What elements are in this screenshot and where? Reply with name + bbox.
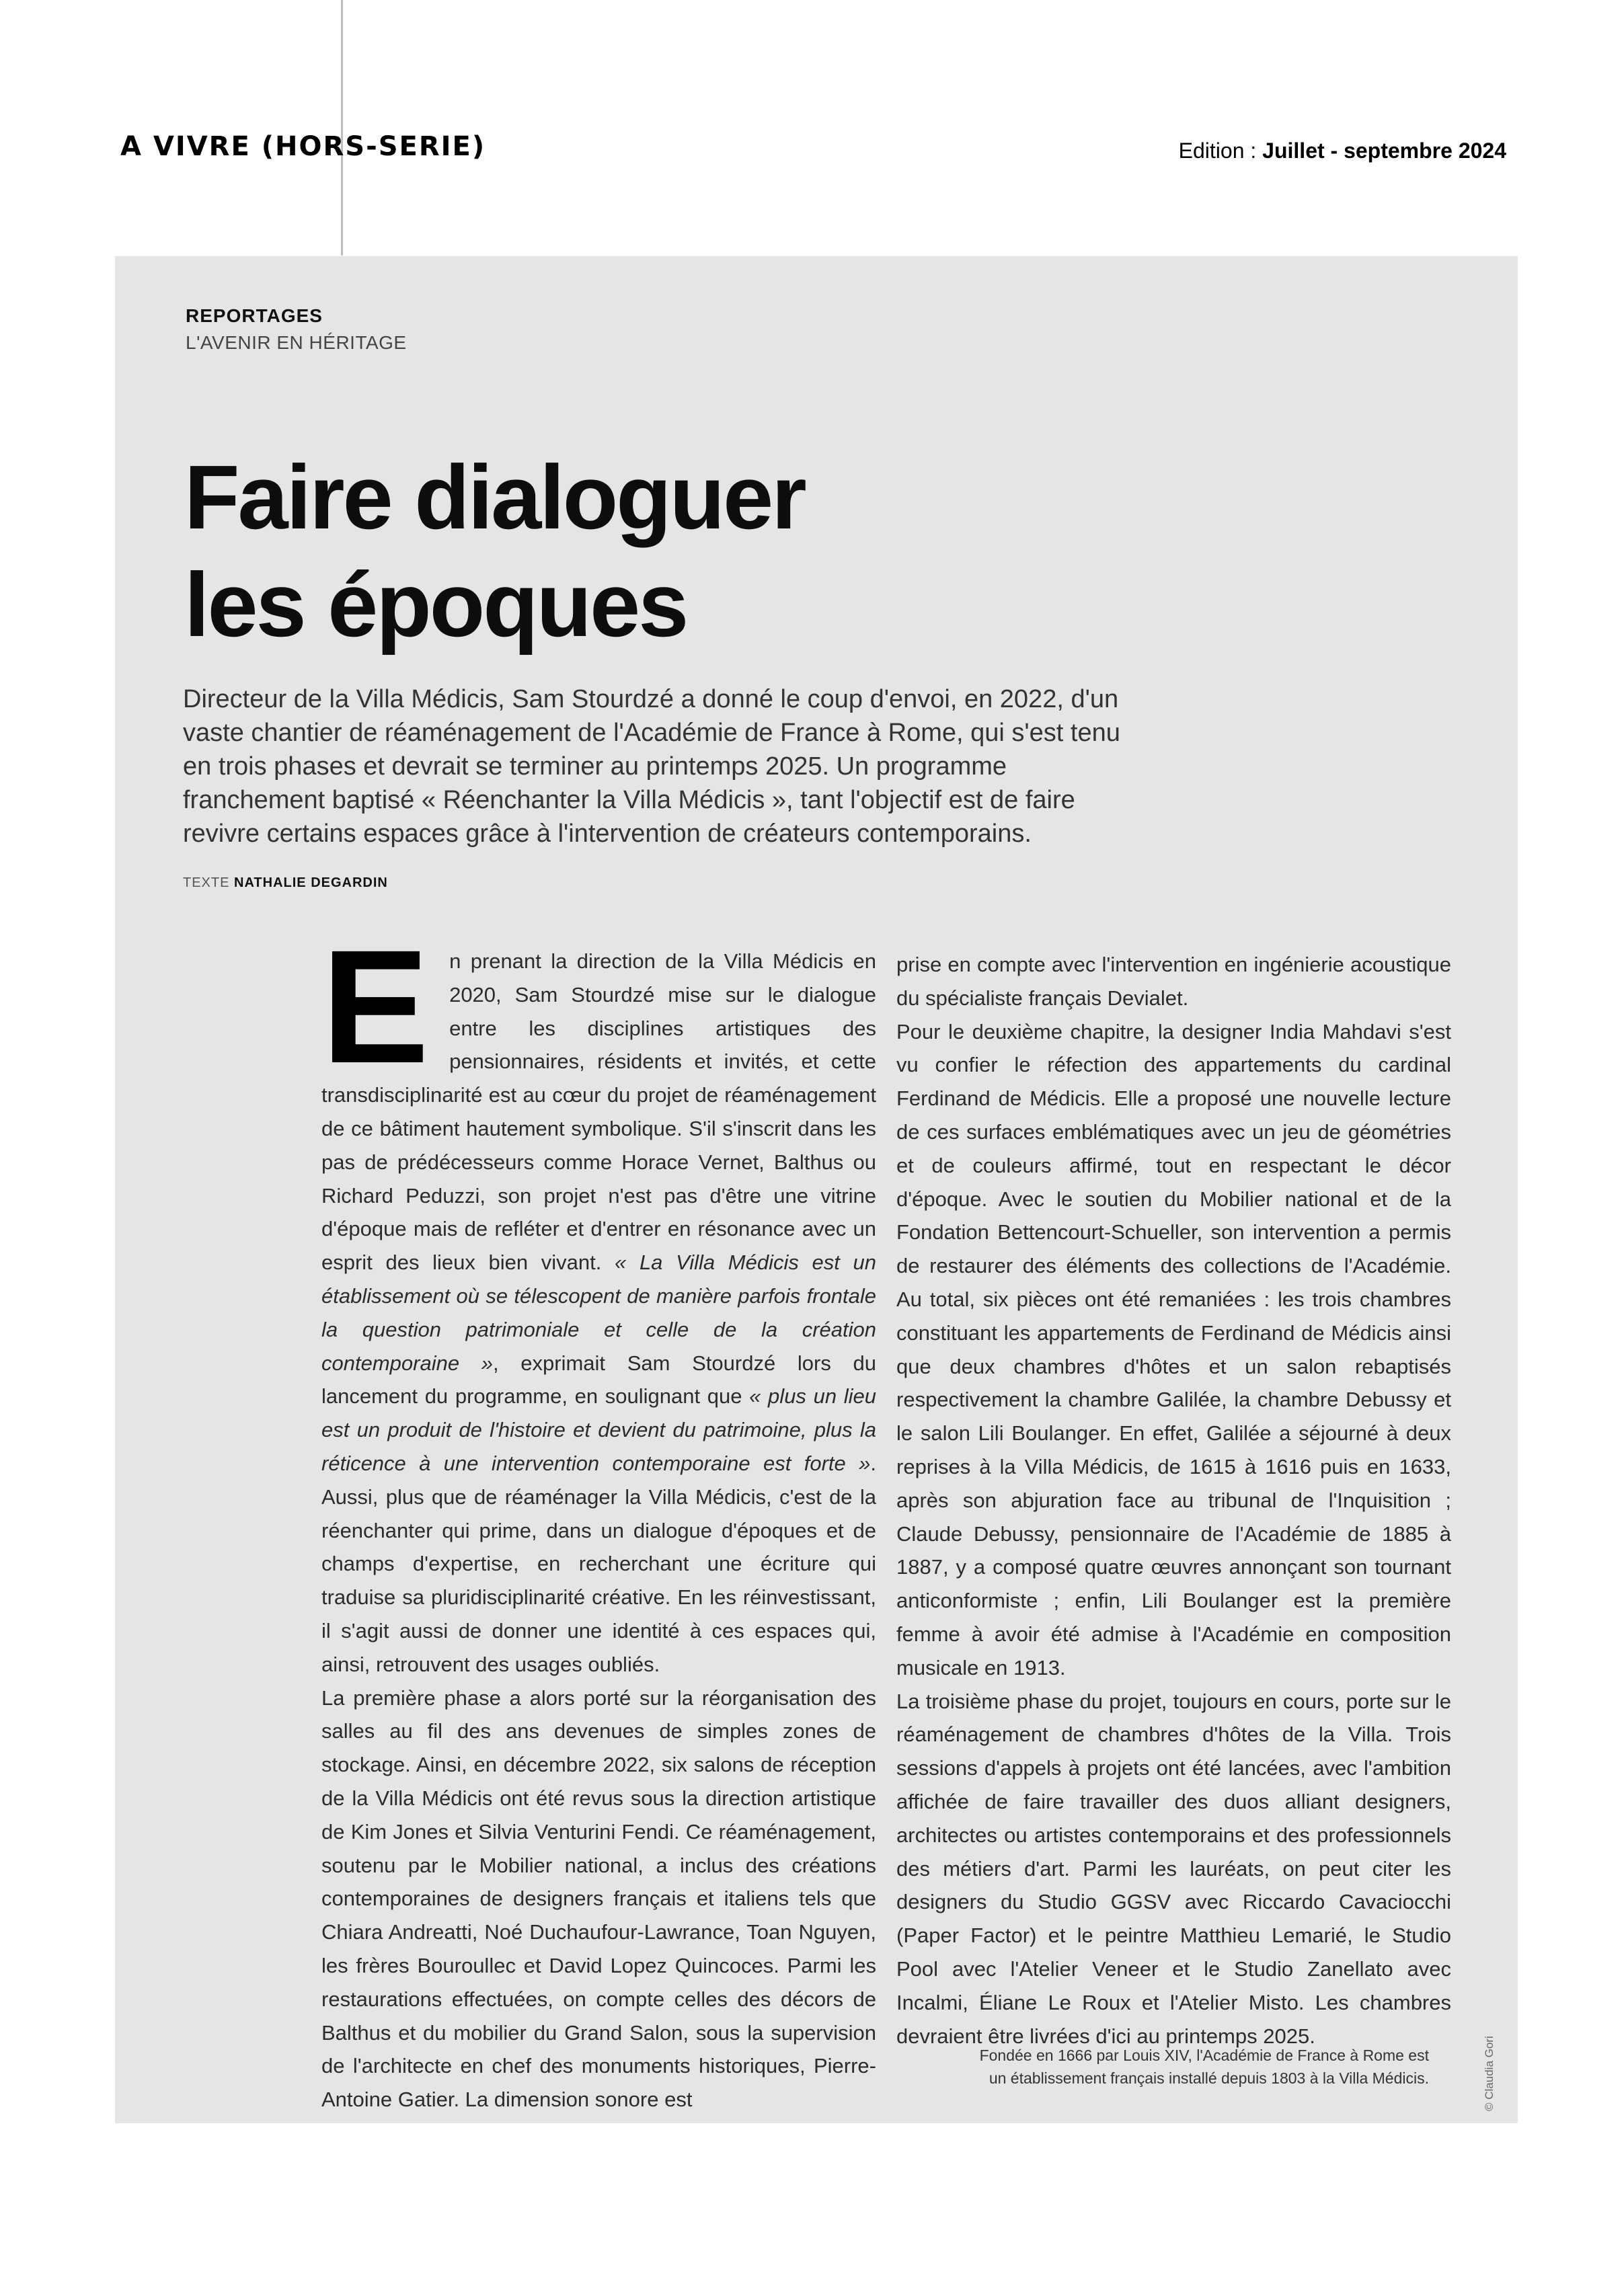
publication-name: A VIVRE (HORS-SERIE) (120, 131, 486, 162)
edition-value: Juillet - septembre 2024 (1262, 138, 1506, 163)
article-lede: Directeur de la Villa Médicis, Sam Stourdzé a donné le coup d'envoi, en 2022, d'un vaste chantier de réaménagement de l'Académie de France à Rome, qui s'est tenu en trois phases et devrait se terminer au printemps 2025. Un programme franchement baptisé « Réenchanter la Villa Médicis », tant l'objectif est de faire revivre certains espaces grâce à l'intervention de créateurs contemporains. (183, 685, 1120, 848)
credit-author: NATHALIE DEGARDIN (234, 875, 388, 890)
edition-info (1179, 138, 1506, 163)
quote: « plus un lieu est un produit de l'histoire et devient du patrimoine, plus la réticence à une intervention contemporaine est forte » (321, 1384, 876, 1475)
credit-label: TEXTE (183, 875, 235, 890)
photo-credit: © Claudia Gori (1483, 2036, 1496, 2111)
text-run: . Aussi, plus que de réaménager la Villa Médicis, c'est de la réenchanter qui prime, dans un dialogue d'époques et de champs d'expertise, en recherchant une écriture qui traduise sa pluridisciplinarité créative. En les réinvestissant, il s'agit aussi de donner une identité à ces espaces qui, ainsi, retrouvent des usages oubliés. (321, 1451, 876, 1676)
body-column-2 (896, 948, 1451, 2053)
paragraph: prise en compte avec l'intervention en ingénierie acoustique du spécialiste français Devialet. (896, 953, 1451, 1010)
section-kicker: REPORTAGES (186, 305, 323, 326)
caption-line: Fondée en 1666 par Louis XIV, l'Académie de France à Rome est (979, 2047, 1429, 2064)
title-line-2: les époques (184, 554, 687, 656)
image-caption (958, 2044, 1429, 2090)
article-title (184, 444, 805, 659)
body-column-1 (321, 916, 876, 2116)
title-line-1: Faire dialoguer (184, 446, 805, 548)
author-credit (183, 875, 388, 891)
subsection-kicker: L'AVENIR EN HÉRITAGE (186, 332, 407, 353)
text-run: n prenant la direction de la Villa Médicis en 2020, Sam Stourdzé mise sur le dialogue entre les disciplines artistiques des pensionnaires, résidents et invités, et cette transdisciplinarité est au cœur du projet de réaménagement de ce bâtiment hautement symbolique. S'il s'inscrit dans les pas de prédécesseurs comme Horace Vernet, Balthus ou Richard Peduzzi, son projet n'est pas d'être une vitrine d'époque mais de refléter et d'entrer en résonance avec un esprit des lieux bien vivant. (321, 949, 876, 1275)
paragraph: Pour le deuxième chapitre, la designer India Mahdavi s'est vu confier le réfection des appartements du cardinal Ferdinand de Médicis. Elle a proposé une nouvelle lecture de ces surfaces emblématiques avec un jeu de géométries et de couleurs affirmé, tout en respectant le décor d'époque. Avec le soutien du Mobilier national et de la Fondation Bettencourt-Schueller, son intervention a permis de restaurer des éléments des collections de l'Académie. Au total, six pièces ont été remaniées : les trois chambres constituant les appartements de Ferdinand de Médicis ainsi que deux chambres d'hôtes et un salon rebaptisés respectivement la chambre Galilée, la chambre Debussy et le salon Lili Boulanger. En effet, Galilée a séjourné à deux reprises à la Villa Médicis, de 1615 à 1616 puis en 1633, après son abjuration face au tribunal de l'Inquisition ; Claude Debussy, pensionnaire de l'Académie de 1885 à 1887, y a composé quatre œuvres annonçant son tournant anticonformiste ; enfin, Lili Boulanger est la première femme à avoir été admise à l'Académie en composition musicale en 1913. (896, 1019, 1451, 1679)
paragraph: La première phase a alors porté sur la réorganisation des salles au fil des ans devenues de simples zones de stockage. Ainsi, en décembre 2022, six salons de réception de la Villa Médicis ont été revus sous la direction artistique de Kim Jones et Silvia Venturini Fendi. Ce réaménagement, soutenu par le Mobilier national, a inclus des créations contemporaines de designers français et italiens tels que Chiara Andreatti, Noé Duchaufour-Lawrance, Toan Nguyen, les frères Bouroullec et David Lopez Quincoces. Parmi les restaurations effectuées, on compte celles des décors de Balthus et du mobilier du Grand Salon, sous la supervision de l'architecte en chef des monuments historiques, Pierre-Antoine Gatier. La dimension sonore est (321, 1686, 876, 2112)
quote: « La Villa Médicis est un établissement où se télescopent de manière parfois frontale la question patrimoniale et celle de la création contemporaine » (321, 1251, 876, 1375)
paragraph: La troisième phase du projet, toujours en cours, porte sur le réaménagement de chambres d'hôtes de la Villa. Trois sessions d'appels à projets ont été lancées, avec l'ambition affichée de faire travailler des duos alliant designers, architectes ou artistes contemporains et des professionnels des métiers d'art. Parmi les lauréats, on peut citer les designers du Studio GGSV avec Riccardo Cavaciocchi (Paper Factor) et le peintre Matthieu Lemarié, le Studio Pool avec l'Atelier Veneer et le Studio Zanellato avec Incalmi, Éliane Le Roux et l'Atelier Misto. Les chambres devraient être livrées d'ici au printemps 2025. (896, 1689, 1451, 2048)
caption-line: un établissement français installé depuis 1803 à la Villa Médicis. (989, 2069, 1429, 2087)
text-run: , exprimait Sam Stourdzé lors du lancement du programme, en soulignant que (321, 1351, 876, 1409)
paragraph (321, 916, 876, 1681)
drop-cap: E (321, 916, 430, 1097)
scan-divider-line (341, 0, 343, 255)
edition-label: Edition : (1178, 138, 1263, 163)
